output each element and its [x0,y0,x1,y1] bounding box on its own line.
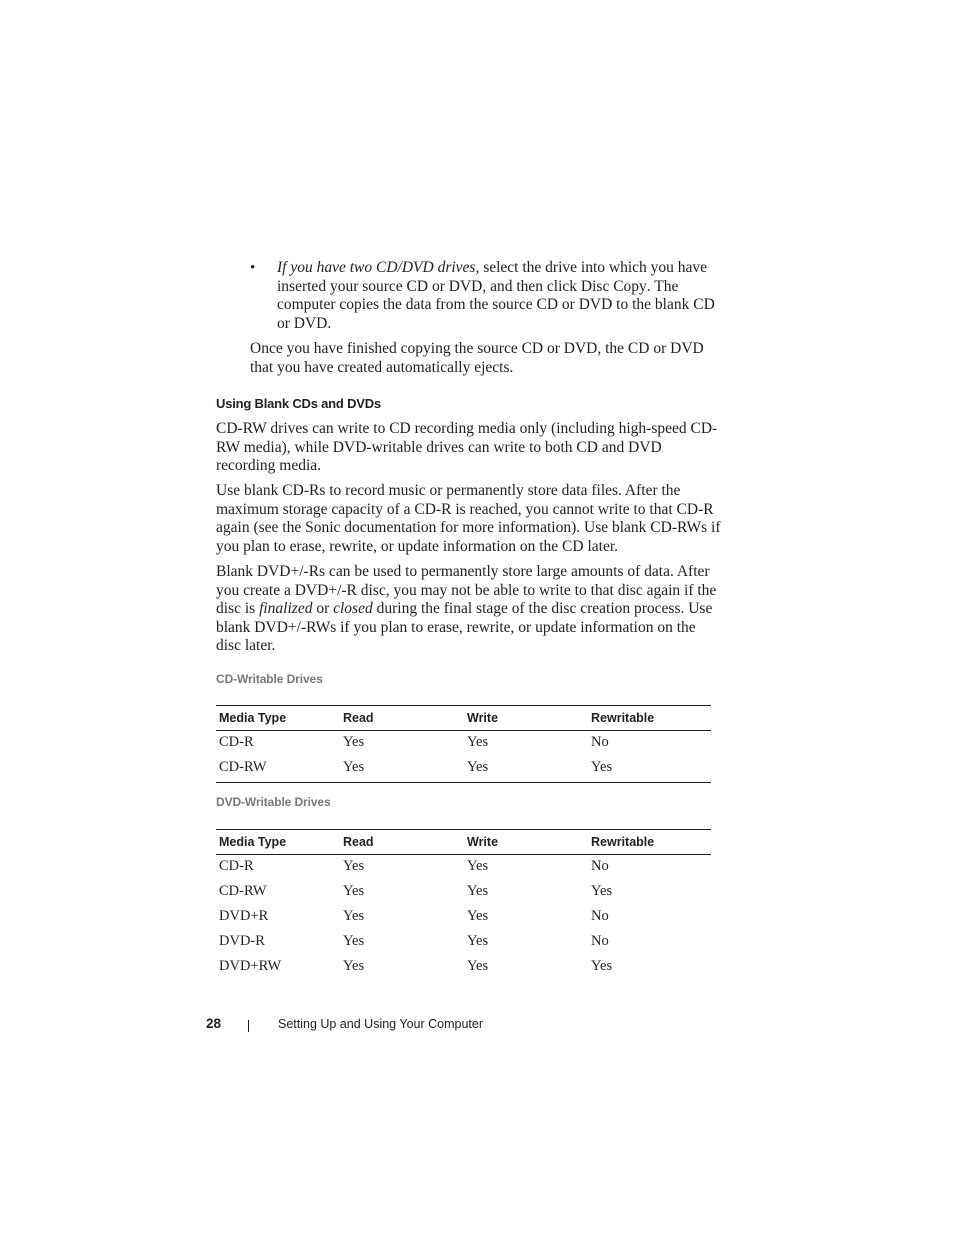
cell-read: Yes [343,734,365,750]
disc-copy-term [581,278,647,295]
cell-write: Yes [467,858,489,874]
cell-rewritable: Yes [591,958,613,974]
cd-writable-table [216,705,711,783]
cell-read: Yes [343,883,365,899]
cell-media-type: DVD+R [219,908,269,924]
cell-read: Yes [343,858,365,874]
header-write: Write [464,830,588,855]
p3-italic-closed: closed [333,600,373,618]
page-number: 28 [206,1016,222,1031]
body-paragraph-2: Use blank CD-Rs to record music or permanently store data files. After the maximum storage capacity of a CD-R is reached, you cannot write to that CD-R again (see the Sonic documentation for more information). Use blank CD-RWs if you plan to erase, rewrite, or update information on the CD later. [216,482,721,555]
header-read: Read [340,830,464,855]
cell-media-type: DVD-R [219,933,265,949]
table-row [216,906,711,931]
p3-part1: Blank DVD+/-Rs can be used to permanently store large amounts of data. After you create a DVD+/-R disc, you may not be able to write to that disc again if the disc is [216,563,717,618]
body-paragraph-1: CD-RW drives can write to CD recording media only (including high-speed CD-RW media), while DVD-writable drives can write to both CD and DVD recording media. [216,420,718,475]
cell-write: Yes [467,759,489,775]
cell-read: Yes [343,759,365,775]
cell-write: Yes [467,958,489,974]
bullet-text [277,259,720,333]
bullet-text-after-bold: . The computer copies the data from the source CD or DVD to the blank CD or DVD. [277,277,715,332]
footer-chapter-title: Setting Up and Using Your Computer [278,1017,483,1031]
section-heading: Using Blank CDs and DVDs [216,396,381,411]
page-footer [0,1016,954,1036]
table-row [216,731,711,758]
cell-write: Yes [467,883,489,899]
dvd-writable-table [216,829,711,981]
cell-rewritable: Yes [591,883,613,899]
cell-rewritable: No [591,908,609,924]
header-media-type: Media Type [216,706,340,731]
cell-read: Yes [343,958,365,974]
disc-copy-label: Disc Copy [580,277,647,295]
header-write: Write [464,706,588,731]
cell-media-type: DVD+RW [219,958,282,974]
table-caption-cd-writable: CD-Writable Drives [216,672,323,686]
header-media-type: Media Type [216,830,340,855]
table-row [216,881,711,906]
table-row [216,931,711,956]
cell-rewritable: No [591,734,609,750]
bullet-text-before-bold: , select the drive into which you have inserted your source CD or DVD, and then click [277,259,708,295]
cell-media-type: CD-R [219,858,254,874]
cell-write: Yes [467,734,489,750]
bullet-item-two-drives [250,259,720,333]
table-row [216,757,711,783]
cell-write: Yes [467,933,489,949]
cell-media-type: CD-R [219,734,254,750]
header-rewritable: Rewritable [588,706,711,731]
body-paragraph-3 [216,563,721,656]
cell-rewritable: No [591,933,609,949]
cell-rewritable: No [591,858,609,874]
header-rewritable: Rewritable [588,830,711,855]
header-read: Read [340,706,464,731]
cell-read: Yes [343,908,365,924]
table-caption-dvd-writable: DVD-Writable Drives [216,795,331,809]
cell-media-type: CD-RW [219,759,267,775]
note-paragraph: Once you have finished copying the source CD or DVD, the CD or DVD that you have created automatically ejects. [250,340,704,376]
bullet-italic-lead: If you have two CD/DVD drives [277,259,476,276]
p3-italic-finalized: finalized [259,600,313,618]
footer-separator [248,1020,249,1032]
cell-media-type: CD-RW [219,883,267,899]
cell-read: Yes [343,933,365,949]
table-row [216,855,711,882]
table-header-row [216,706,711,731]
p3-part2: or [312,600,334,618]
table-row [216,956,711,981]
bullet-marker: • [250,260,256,276]
cell-write: Yes [467,908,489,924]
p3-part3: during the final stage of the disc creation process. Use blank DVD+/-RWs if you plan to erase, rewrite, or update information on the disc later. [216,600,713,655]
table-header-row [216,830,711,855]
cell-rewritable: Yes [591,759,613,775]
